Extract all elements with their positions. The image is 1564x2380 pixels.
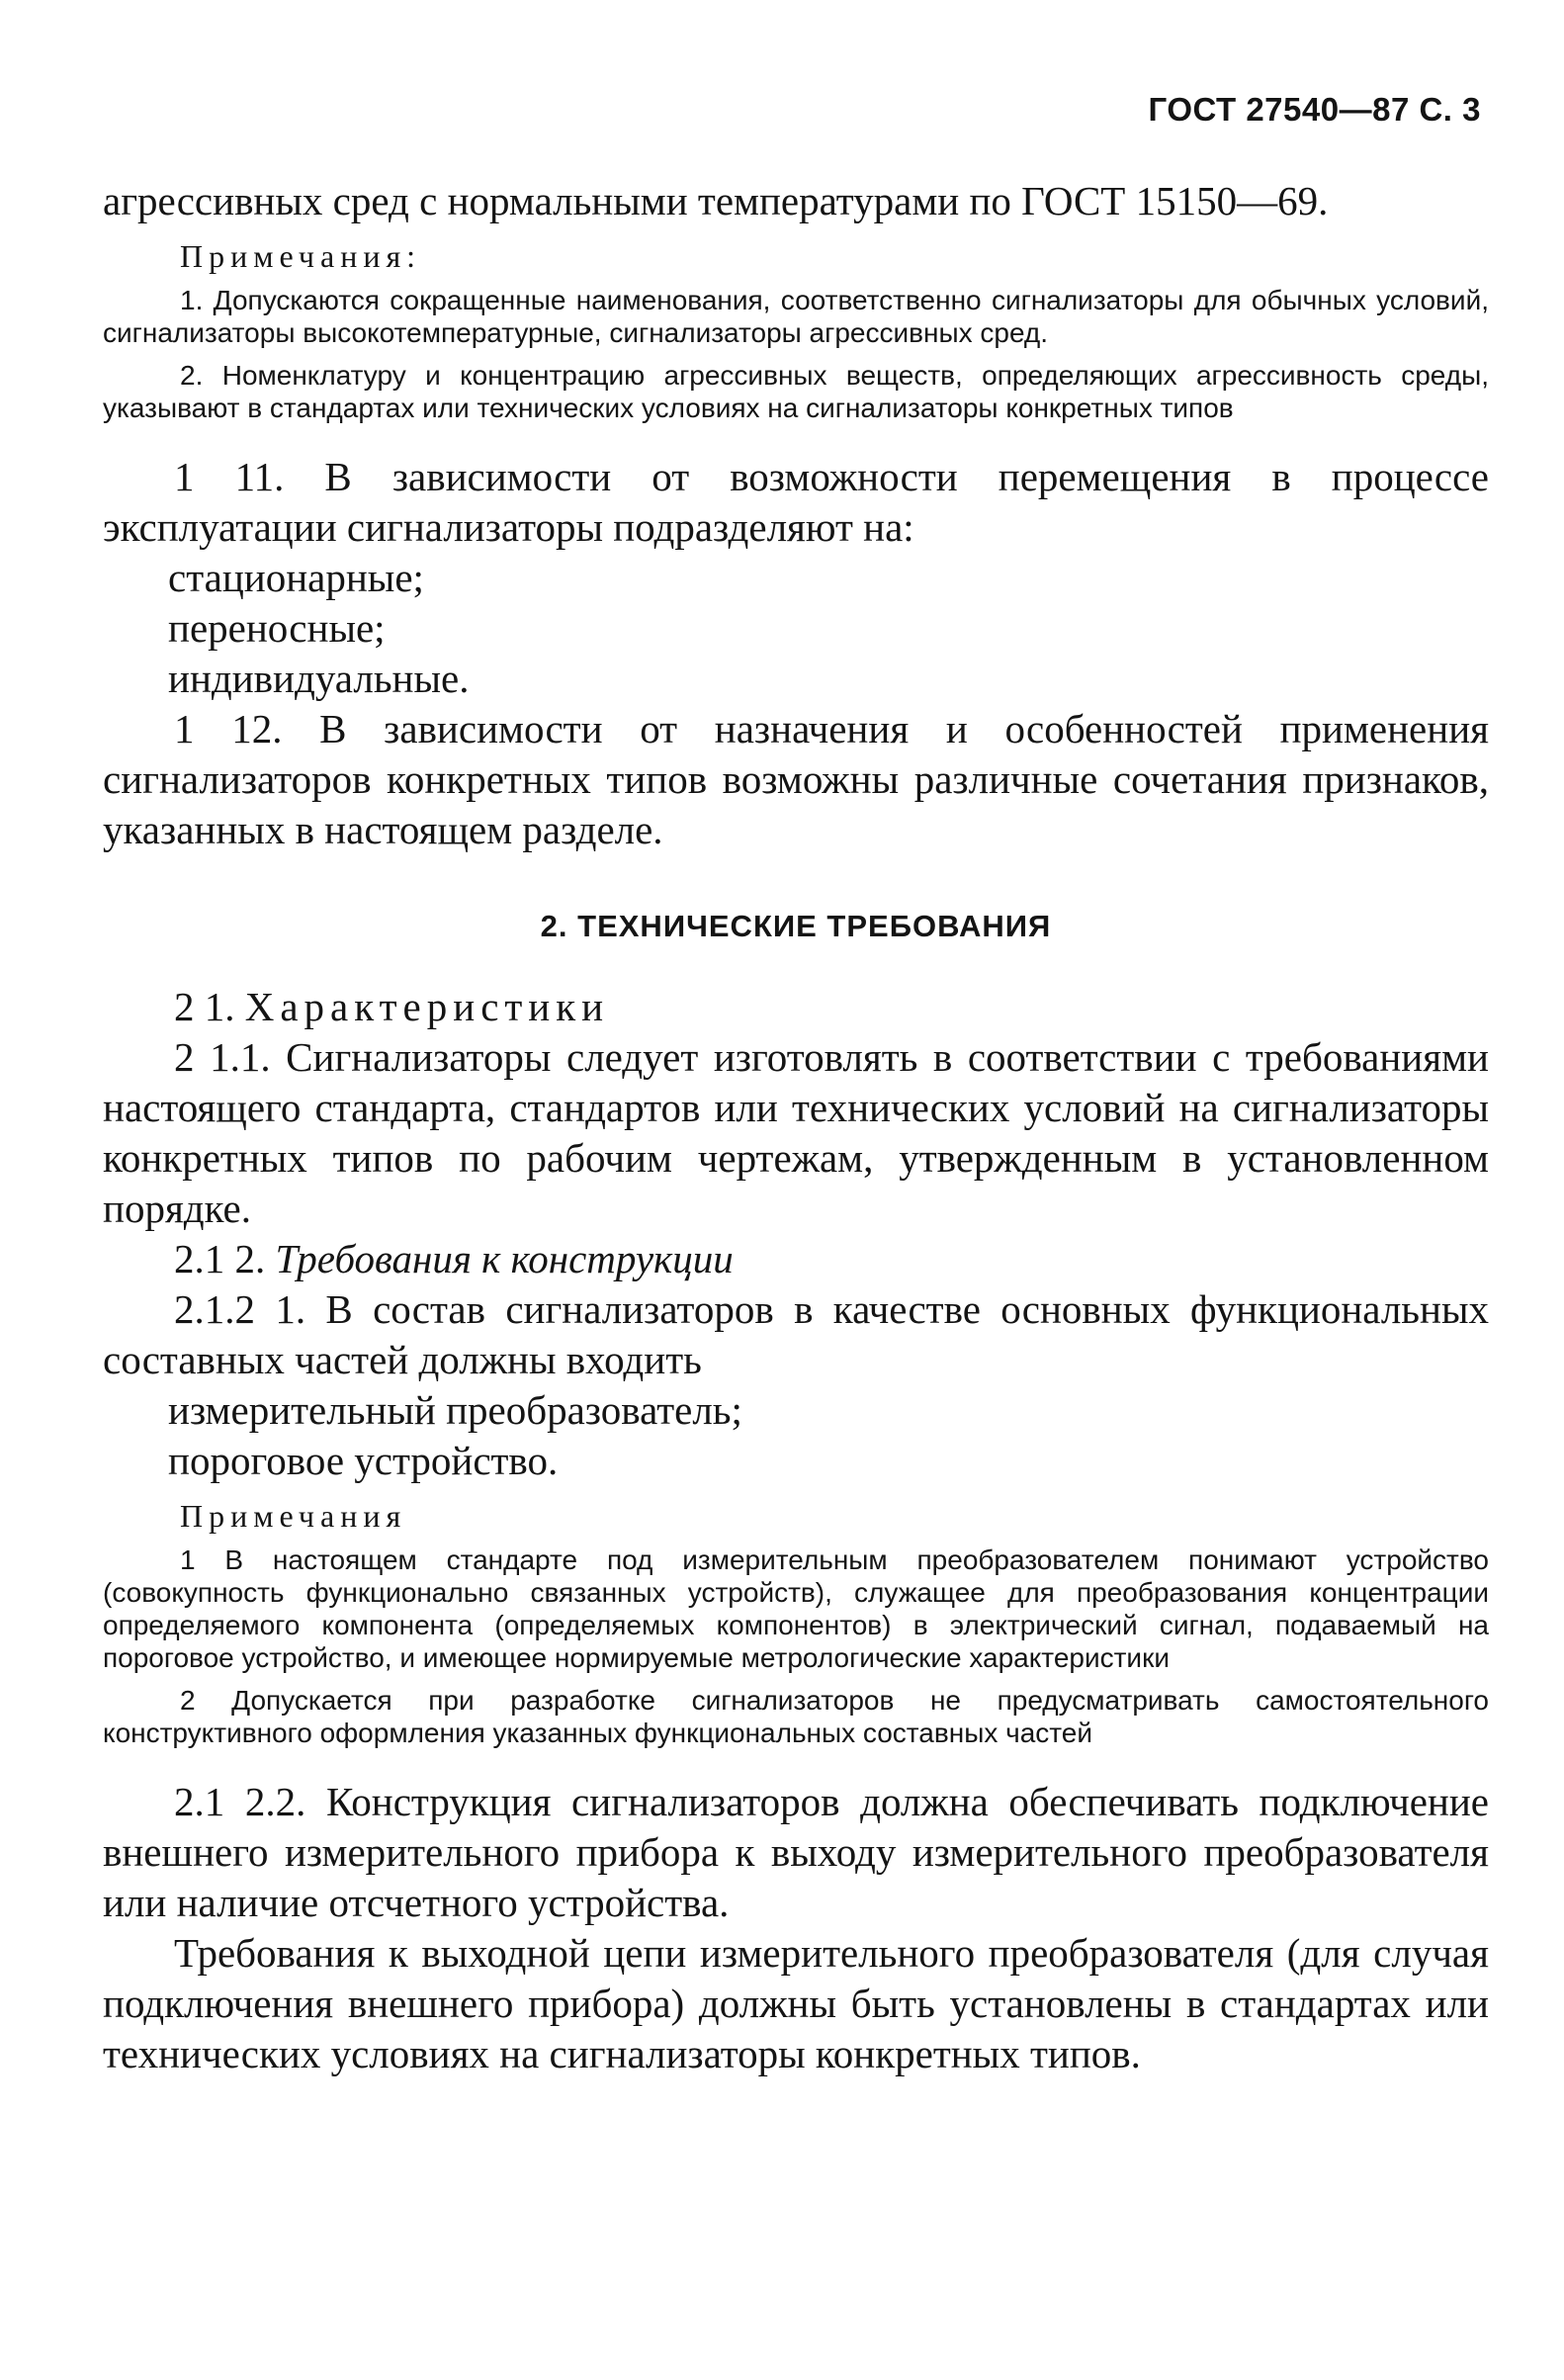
notes-heading: Примечания [180,1498,407,1534]
list-item: измерительный преобразователь; [168,1387,742,1433]
list-item: переносные; [168,605,386,651]
clause-1-12: 1 12. В зависимости от назначения и особенностей применения сигнализаторов конкретных типов возможны различные сочетания признаков, указанных в настоящем разделе. [103,706,1489,852]
note-item: 2 Допускается при разработке сигнализаторов не предусматривать самостоятельного конструктивного оформления указанных функциональных составных частей [103,1685,1489,1748]
clause-title: Требования к конструкции [275,1236,734,1281]
notes-heading: Примечания: [180,238,422,274]
clause-2-1-2-heading [103,1234,1489,1284]
note-item: 1. Допускаются сокращенные наименования, соответственно сигнализаторы для обычных условий, сигнализаторы высокотемпературные, сигнализаторы агрессивных сред. [103,285,1489,348]
subsection-heading [103,982,1489,1032]
list-item: пороговое устройство. [168,1438,559,1483]
clause-1-11: 1 11. В зависимости от возможности перемещения в процессе эксплуатации сигнализаторы подразделяют на: [103,454,1489,550]
page-content [103,176,1489,2079]
note-item: 2. Номенклатуру и концентрацию агрессивных веществ, определяющих агрессивность среды, указывают в стандартах или технических условиях на сигнализаторы конкретных типов [103,360,1489,423]
clause-2-1-1: 2 1.1. Сигнализаторы следует изготовлять в соответствии с требованиями настоящего стандарта, стандартов или технических условий на сигнализаторы конкретных типов по рабочим чертежам, утвержденным в установленном порядке. [103,1034,1489,1231]
clause-2-1-2-1: 2.1.2 1. В состав сигнализаторов в качестве основных функциональных составных частей должны входить [103,1286,1489,1382]
intro-paragraph: агрессивных сред с нормальными температурами по ГОСТ 15150—69. [103,178,1329,223]
clause-2-1-2-2: 2.1 2.2. Конструкция сигнализаторов должна обеспечивать подключение внешнего измерительного прибора к выходу измерительного преобразователя или наличие отсчетного устройства. [103,1779,1489,1925]
subsection-number: 2 1. [174,984,235,1029]
page-header: ГОСТ 27540—87 С. 3 [1148,91,1481,128]
subsection-title: Характеристики [244,984,610,1029]
list-item: индивидуальные. [168,656,470,701]
clause-number: 2.1 2. [174,1236,266,1281]
list-item: стационарные; [168,555,424,600]
note-item: 1 В настоящем стандарте под измерительным преобразователем понимают устройство (совокупность функционально связанных устройств), служащее для преобразования концентрации определяемого компонента (определяемых компонентов) в электрический сигнал, подаваемый на пороговое устройство, и имеющее нормируемые метрологические характеристики [103,1544,1489,1673]
section-title: 2. ТЕХНИЧЕСКИЕ ТРЕБОВАНИЯ [540,909,1052,943]
clause-2-1-2-2-continued: Требования к выходной цепи измерительного преобразователя (для случая подключения внешнего прибора) должны быть установлены в стандартах или технических условиях на сигнализаторы конкретных типов. [103,1930,1489,2076]
